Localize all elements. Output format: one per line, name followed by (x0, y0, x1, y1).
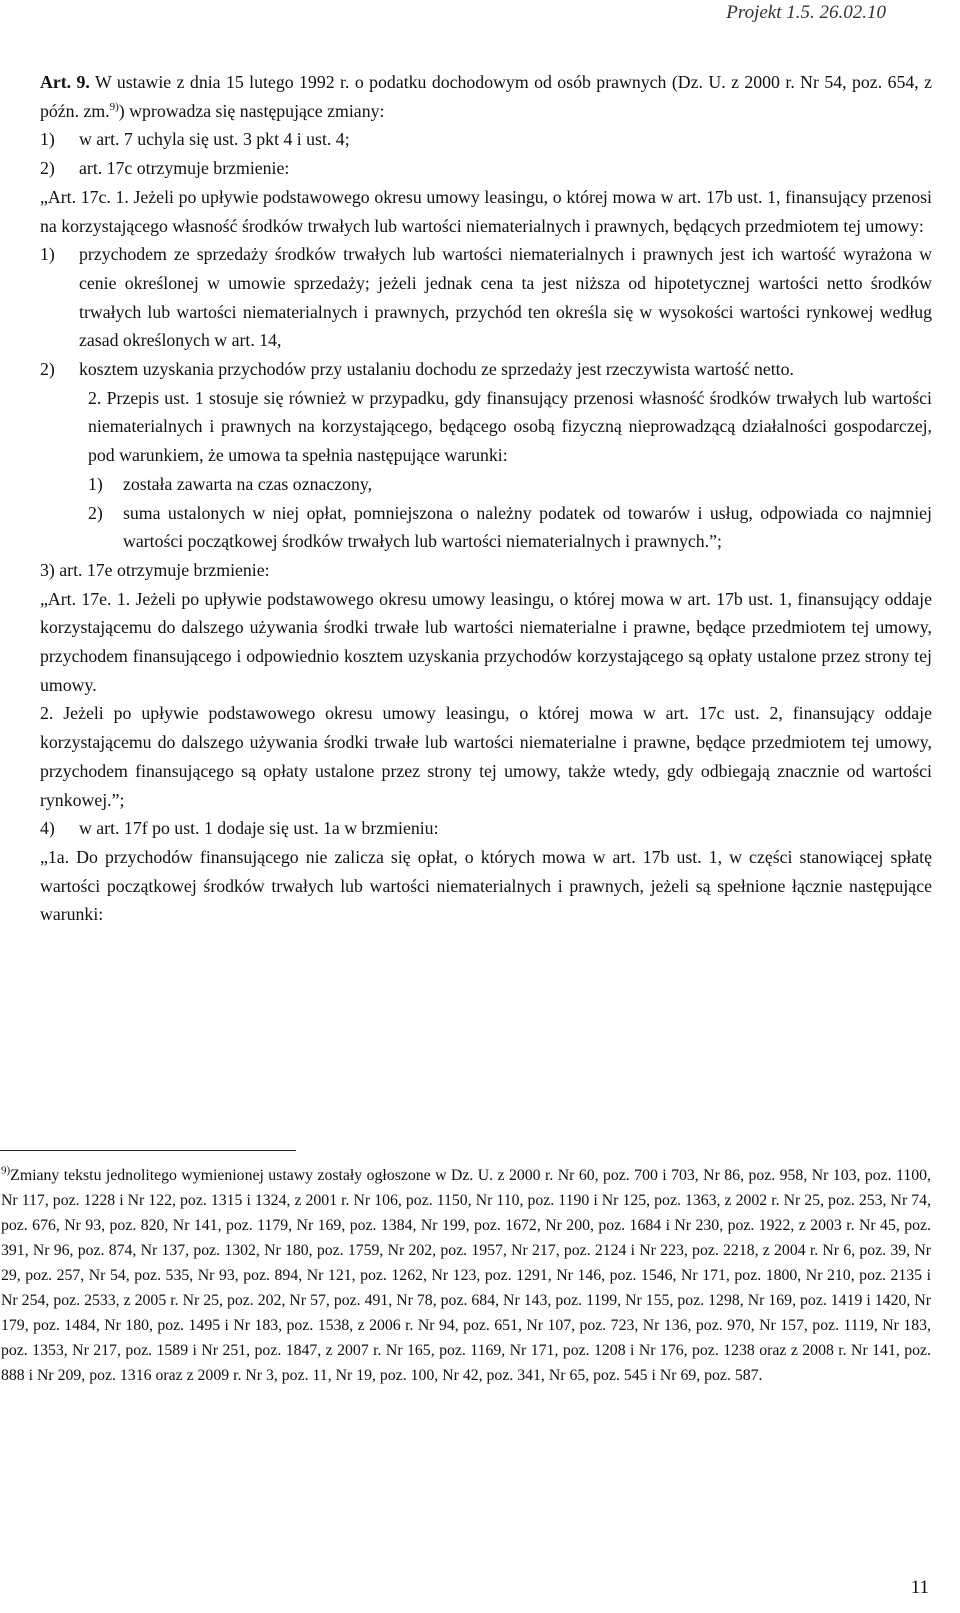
change-point-2: 2) art. 17c otrzymuje brzmienie: (40, 158, 290, 179)
art17c-item-2: 2) kosztem uzyskania przychodów przy ustalaniu dochodu ze sprzedaży jest rzeczywista wartość netto. (40, 359, 794, 380)
page-number: 11 (910, 1577, 929, 1598)
article-heading: Art. 9. W ustawie z dnia 15 lutego 1992 r. o podatku dochodowym od osób prawnych (Dz. U. z 2000 r. Nr 54, poz. 654, z późn. zm.$^{9)}$) wprowadza się następujące zmiany: (40, 72, 933, 121)
art17c-item-1: 1) przychodem ze sprzedaży środków trwałych lub wartości niematerialnych i prawnych jest ich wartość wyrażona w cenie określonej w umowie sprzedaży; jeżeli jednak cena ta jest niższa od hipotetycznej wartości netto środków trwałych lub wartości niematerialnych i prawnych, przychód ten określa się w wysokości wartości rynkowej według zasad określonych w art. 14, (40, 244, 932, 351)
footnote-reference: 9) (109, 100, 119, 113)
art17c-paragraph-1: „Art. 17c. 1. Jeżeli po upływie podstawowego okresu umowy leasingu, o której mowa w art. 17b ust. 1, finansujący przenosi na korzystającego własność środków trwałych lub wartości niematerialnych i prawnych, będących przedmiotem tej umowy: (40, 186, 932, 236)
change-point-1: 1) w art. 7 uchyla się ust. 3 pkt 4 i ust. 4; (40, 129, 350, 150)
change-point-3: 3) art. 17e otrzymuje brzmienie: (40, 559, 270, 580)
footnote-mark: 9) (1, 1164, 11, 1177)
article-body (40, 68, 932, 929)
art17f-paragraph-1a: „1a. Do przychodów finansującego nie zalicza się opłat, o których mowa w art. 17b ust. 1, w części stanowiącej spłatę wartości początkowej środków trwałych lub wartości niematerialnych i prawnych, jeżeli są spełnione łącznie następujące warunki: (40, 846, 932, 925)
art17c-paragraph-2: 2. Przepis ust. 1 stosuje się również w przypadku, gdy finansujący przenosi własność środków trwałych lub wartości niematerialnych i prawnych na korzystającego, będącego osobą fizyczną nieprowadzącą działalności gospodarczej, pod warunkiem, że umowa ta spełnia następujące warunki: (88, 387, 932, 466)
art17c-condition-2: 2) suma ustalonych w niej opłat, pomniejszona o należny podatek od towarów i usług, odpowiada co najmniej wartości początkowej środków trwałych lub wartości niematerialnych i prawnych.”; (88, 502, 932, 552)
footnote (1, 1163, 931, 1388)
article-number: Art. 9. (40, 72, 90, 92)
art17c-condition-1: 1) została zawarta na czas oznaczony, (88, 473, 373, 494)
art17e-paragraph-1: „Art. 17e. 1. Jeżeli po upływie podstawowego okresu umowy leasingu, o której mowa w art. 17b ust. 1, finansujący oddaje korzystającemu do dalszego używania środki trwałe lub wartości niematerialne i prawne, będące przedmiotem tej umowy, przychodem finansującego i odpowiednio kosztem uzyskania przychodów korzystającego są opłaty ustalone przez strony tej umowy. (40, 588, 932, 695)
footnote-divider (0, 1150, 296, 1151)
footnote-text: Zmiany tekstu jednolitego wymienionej ustawy zostały ogłoszone w Dz. U. z 2000 r. Nr 60, poz. 700 i 703, Nr 86, poz. 958, Nr 103, poz. 1100, Nr 117, poz. 1228 i Nr 122, poz. 1315 i 1324, z 2001 r. Nr 106, poz. 1150, Nr 110, poz. 1190 i Nr 125, poz. 1363, z 2002 r. Nr 25, poz. 253, Nr 74, poz. 676, Nr 93, poz. 820, Nr 141, poz. 1179, Nr 169, poz. 1384, Nr 199, poz. 1672, Nr 200, poz. 1684 i Nr 230, poz. 1922, z 2003 r. Nr 45, poz. 391, Nr 96, poz. 874, Nr 137, poz. 1302, Nr 180, poz. 1759, Nr 202, poz. 1957, Nr 217, poz. 2124 i Nr 223, poz. 2218, z 2004 r. Nr 6, poz. 39, Nr 29, poz. 257, Nr 54, poz. 535, Nr 93, poz. 894, Nr 121, poz. 1262, Nr 123, poz. 1291, Nr 146, poz. 1546, Nr 171, poz. 1800, Nr 210, poz. 2135 i Nr 254, poz. 2533, z 2005 r. Nr 25, poz. 202, Nr 57, poz. 491, Nr 78, poz. 684, Nr 143, poz. 1199, Nr 155, poz. 1298, Nr 169, poz. 1419 i 1420, Nr 179, poz. 1484, Nr 180, poz. 1495 i Nr 183, poz. 1538, z 2006 r. Nr 94, poz. 651, Nr 107, poz. 723, Nr 136, poz. 970, Nr 157, poz. 1119, Nr 183, poz. 1353, Nr 217, poz. 1589 i Nr 251, poz. 1847, z 2007 r. Nr 165, poz. 1169, Nr 171, poz. 1208 i Nr 176, poz. 1238 oraz z 2008 r. Nr 141, poz. 888 i Nr 209, poz. 1316 oraz z 2009 r. Nr 3, poz. 11, Nr 19, poz. 100, Nr 42, poz. 341, Nr 65, poz. 545 i Nr 69, poz. 587. (1, 1167, 931, 1384)
change-point-4: 4) w art. 17f po ust. 1 dodaje się ust. 1a w brzmieniu: (40, 818, 439, 839)
art17e-paragraph-2: 2. Jeżeli po upływie podstawowego okresu umowy leasingu, o której mowa w art. 17c ust. 2, finansujący oddaje korzystającemu do dalszego używania środki trwałe lub wartości niematerialne i prawne, będące przedmiotem tej umowy, przychodem finansującego są opłaty ustalone przez strony tej umowy, także wtedy, gdy odbiegają znacznie od wartości rynkowej.”; (40, 703, 932, 810)
page-header: Projekt 1.5. 26.02.10 (726, 2, 886, 23)
